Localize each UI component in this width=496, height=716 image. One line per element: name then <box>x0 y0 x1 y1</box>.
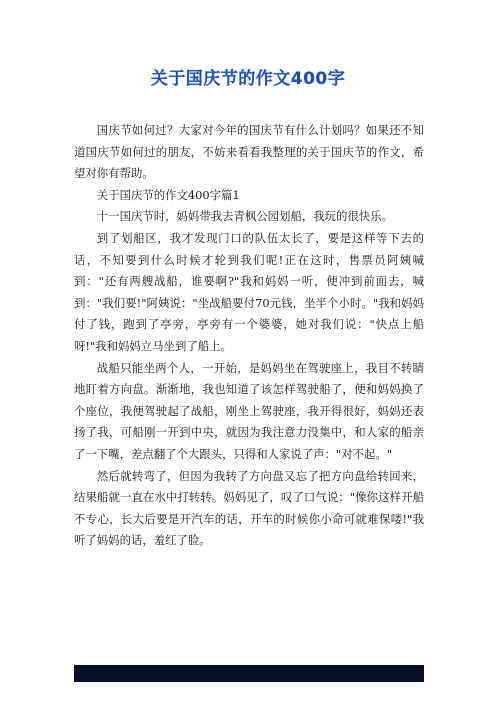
paragraph-1: 十一国庆节时，妈妈带我去青枫公园划船，我玩的很快乐。 <box>96 209 393 224</box>
paragraph-section-heading: 关于国庆节的作文400字篇1 <box>96 187 240 202</box>
paragraph-3: 战船只能坐两个人，一开始，是妈妈坐在驾驶座上，我目不转睛地盯着方向盘。渐渐地，我也知道了该怎样驾驶船了，便和妈妈换了个座位，我便驾驶起了战船，刚坐上驾驶座，我开得很好，妈妈还表扬了我，可船刚一开到中央，就因为我注意力没集中，和人家的船亲了一下嘴，差点翻了个大跟头，只得和人家说了声："对不起。" <box>74 360 424 461</box>
document-body <box>74 120 424 552</box>
paragraph-4: 然后就转弯了，但因为我转了方向盘又忘了把方向盘给转回来，结果船就一直在水中打转转。妈妈见了，叹了口气说："像你这样开船不专心，长大后要是开汽车的话，开车的时候你小命可就难保喽!"我听了妈妈的话，羞红了脸。 <box>74 468 424 548</box>
page-footer-bar <box>74 665 424 695</box>
document-title: 关于国庆节的作文400字 <box>150 69 346 89</box>
paragraph-intro: 国庆节如何过？大家对今年的国庆节有什么计划吗？如果还不知道国庆节如何过的朋友，不妨来看看我整理的关于国庆节的作文，希望对你有帮助。 <box>74 123 424 181</box>
paragraph-2: 到了划船区，我才发现门口的队伍太长了，要是这样等下去的话，不知要到什么时候才轮到我们呢!正在这时，售票员阿姨喊到："还有两艘战船，谁要啊?"我和妈妈一听，便冲到前面去，喊到："我们要!"阿姨说："坐战船要付70元钱，坐半个小时。"我和妈妈付了钱，跑到了亭旁，亭旁有一个婆婆，她对我们说："快点上船呀!"我和妈妈立马坐到了船上。 <box>74 230 424 353</box>
page-indicator: 第 1 页 / 总共4 页 <box>212 685 298 695</box>
